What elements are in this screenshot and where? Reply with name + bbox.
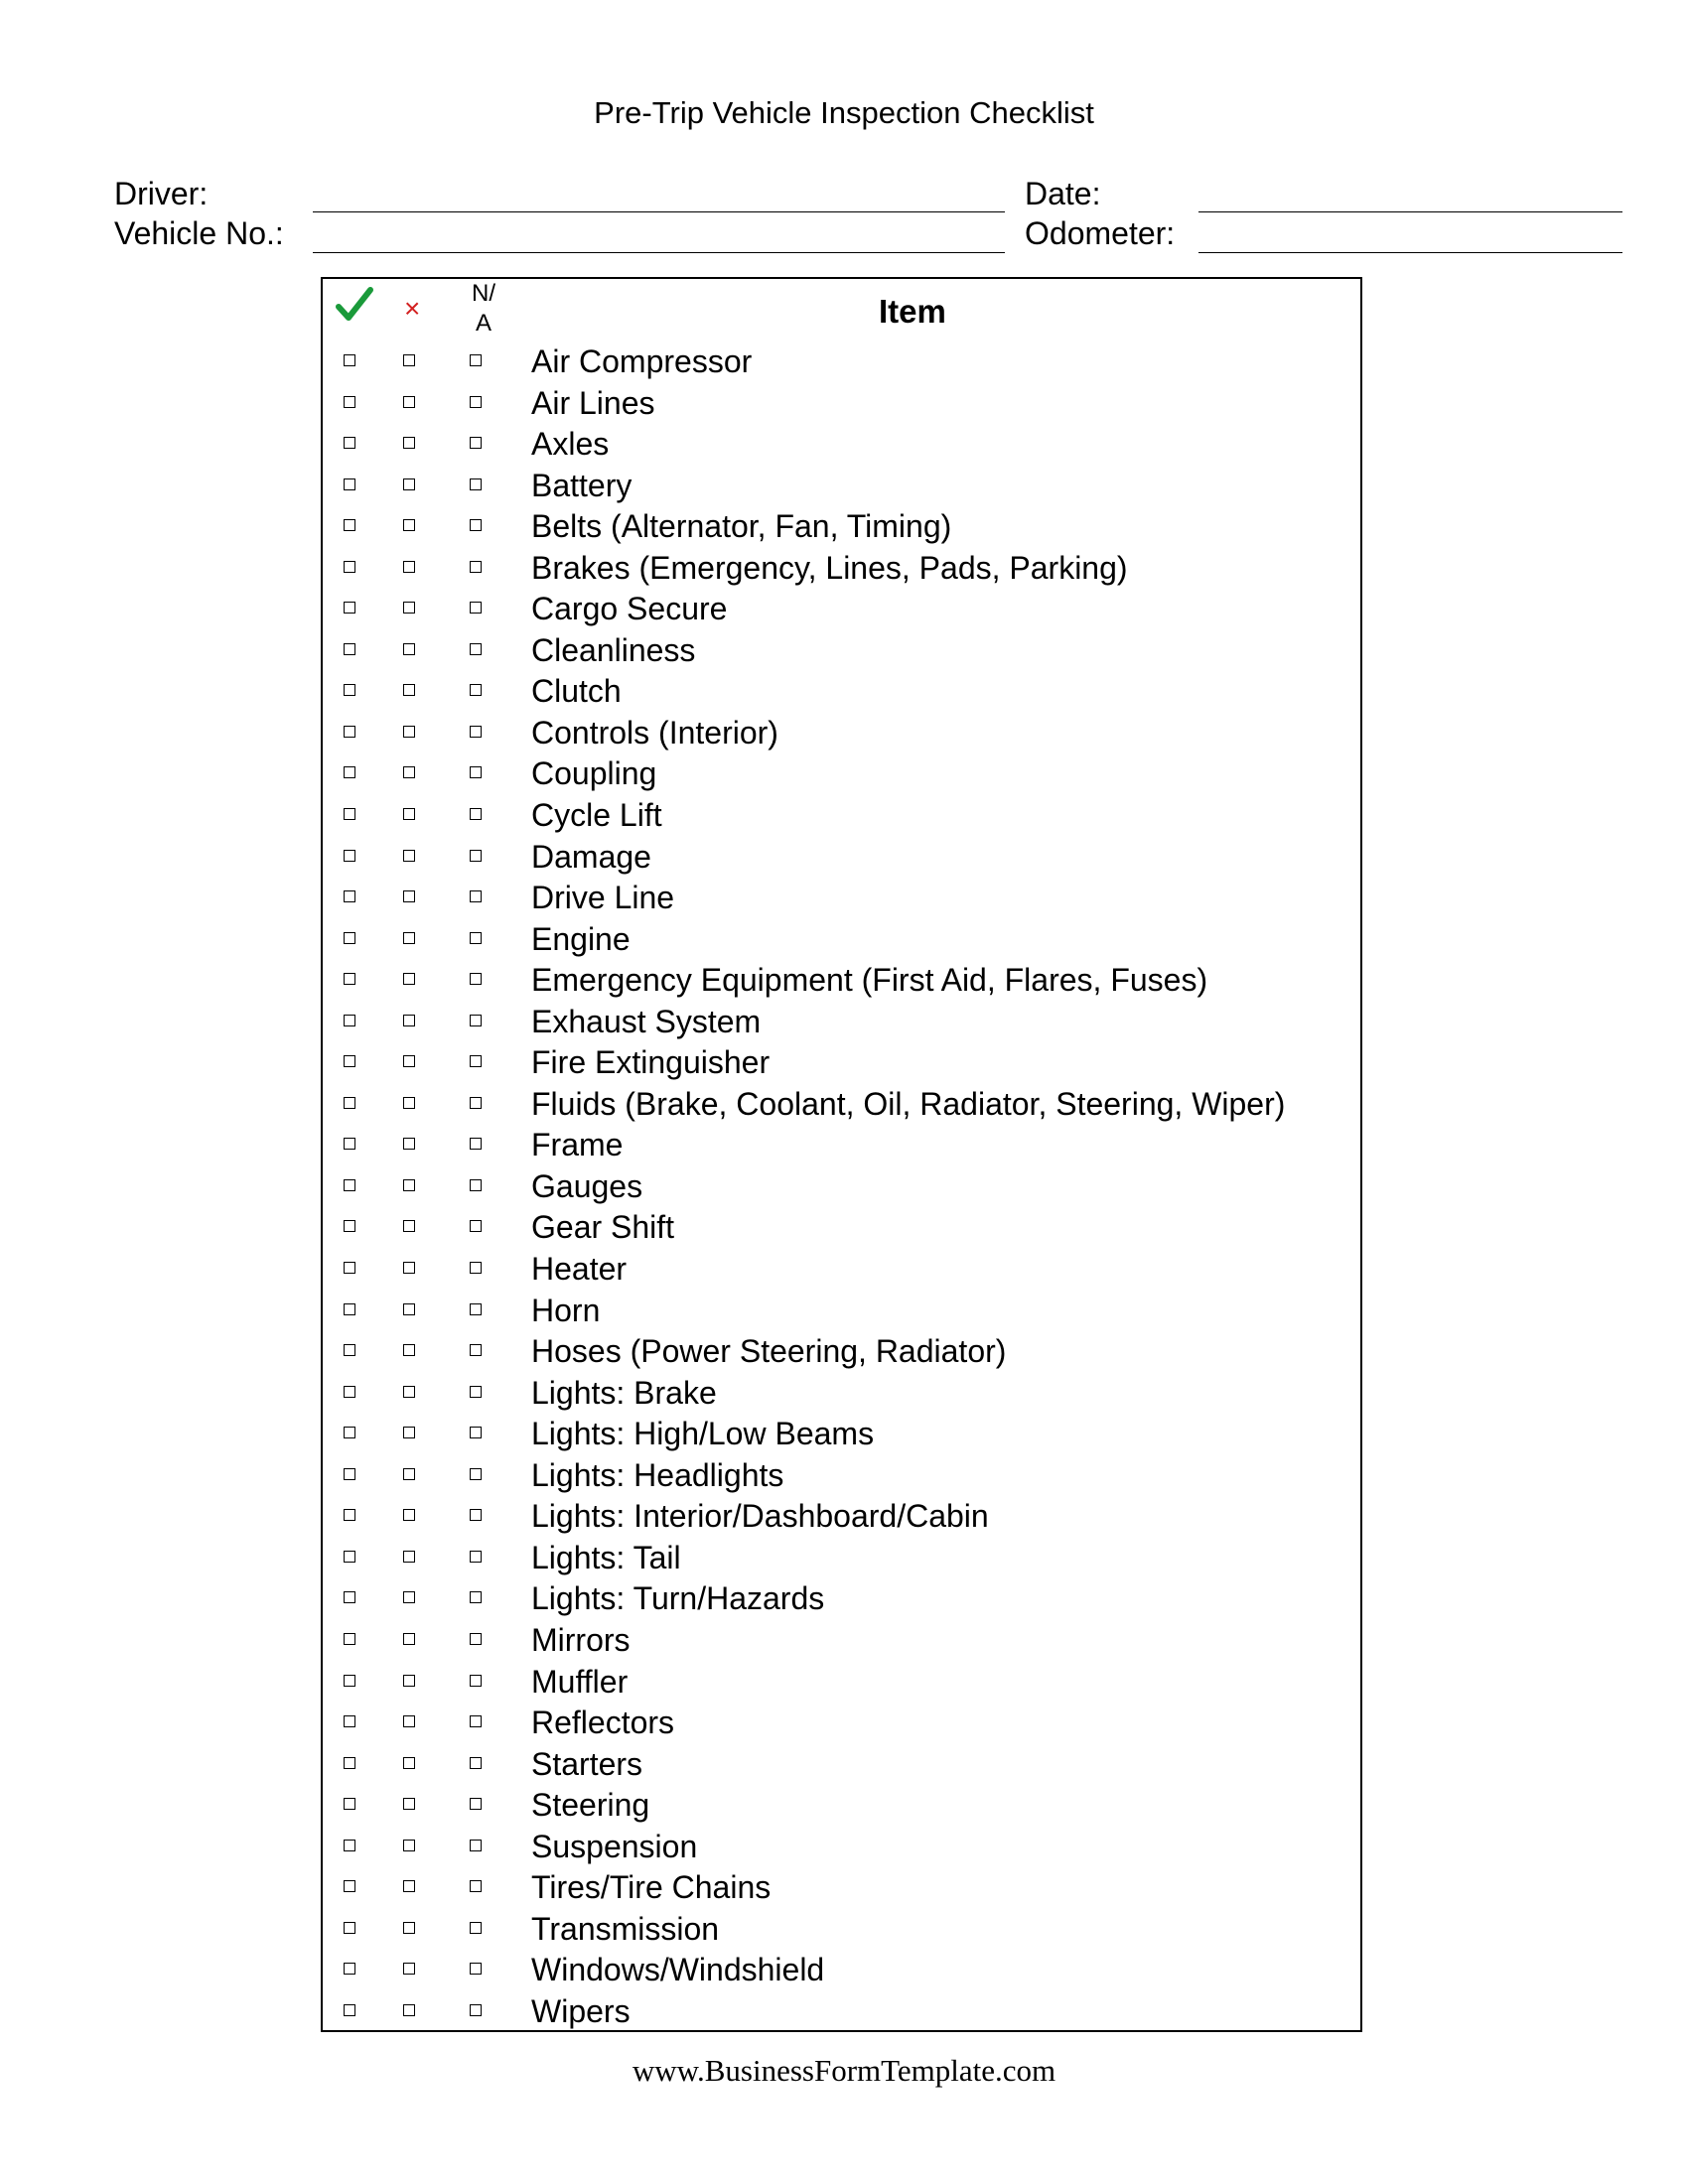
- ok-checkbox[interactable]: [344, 354, 355, 366]
- ok-checkbox[interactable]: [344, 1097, 355, 1109]
- vehicle-number-label: Vehicle No.:: [114, 215, 284, 251]
- ok-checkbox[interactable]: [344, 1427, 355, 1438]
- checklist-row: [323, 877, 1360, 918]
- footer-url: www.BusinessFormTemplate.com: [632, 2053, 1056, 2088]
- odometer-label: Odometer:: [1025, 215, 1176, 251]
- fail-checkbox[interactable]: [403, 1840, 415, 1851]
- checklist-item-label: Lights: Turn/Hazards: [531, 1580, 825, 1617]
- ok-checkbox[interactable]: [344, 1262, 355, 1274]
- checklist-item-label: Battery: [531, 467, 633, 503]
- na-checkbox[interactable]: [470, 1386, 482, 1398]
- checklist-row: [323, 1248, 1360, 1290]
- fail-checkbox[interactable]: [403, 1262, 415, 1274]
- checklist-row: [323, 1290, 1360, 1331]
- vehicle-number-field[interactable]: [313, 252, 1005, 253]
- checklist-item-label: Tires/Tire Chains: [531, 1869, 772, 1906]
- fail-checkbox[interactable]: [403, 643, 415, 655]
- fail-checkbox[interactable]: [403, 1179, 415, 1191]
- checklist-item-label: Transmission: [531, 1910, 720, 1947]
- checklist-item-label: Clutch: [531, 673, 622, 710]
- na-checkbox[interactable]: [470, 437, 482, 449]
- checklist-row: [323, 341, 1360, 382]
- checklist-row: [323, 1784, 1360, 1826]
- ok-checkbox[interactable]: [344, 726, 355, 738]
- checklist-row: [323, 1495, 1360, 1537]
- checklist-item-label: Muffler: [531, 1663, 629, 1700]
- na-checkbox[interactable]: [470, 1551, 482, 1563]
- fail-checkbox[interactable]: [403, 1015, 415, 1026]
- checklist-item-label: Fluids (Brake, Coolant, Oil, Radiator, Steering, Wiper): [531, 1085, 1286, 1122]
- na-checkbox[interactable]: [470, 973, 482, 985]
- form-title: Pre-Trip Vehicle Inspection Checklist: [594, 95, 1094, 130]
- checklist-row: [323, 1826, 1360, 1867]
- fail-checkbox[interactable]: [403, 2004, 415, 2016]
- na-checkbox[interactable]: [470, 1303, 482, 1315]
- checklist-row: [323, 1001, 1360, 1042]
- checklist-row: [323, 1866, 1360, 1908]
- checklist-item-label: Cargo Secure: [531, 591, 728, 627]
- fail-checkbox[interactable]: [403, 478, 415, 490]
- checklist-item-label: Hoses (Power Steering, Radiator): [531, 1333, 1007, 1370]
- checklist-row: [323, 629, 1360, 671]
- checklist-item-label: Drive Line: [531, 880, 675, 916]
- ok-checkbox[interactable]: [344, 602, 355, 614]
- driver-field[interactable]: [313, 211, 1005, 212]
- na-header-line1: N/: [472, 280, 495, 307]
- na-checkbox[interactable]: [470, 354, 482, 366]
- fail-checkbox[interactable]: [403, 973, 415, 985]
- checklist-item-label: Belts (Alternator, Fan, Timing): [531, 508, 952, 545]
- ok-checkbox[interactable]: [344, 1880, 355, 1892]
- fail-checkbox[interactable]: [403, 890, 415, 902]
- fail-checkbox[interactable]: [403, 1591, 415, 1603]
- fail-checkbox[interactable]: [403, 1757, 415, 1769]
- ok-checkbox[interactable]: [344, 808, 355, 820]
- ok-checkbox[interactable]: [344, 643, 355, 655]
- checklist-item-label: Fire Extinguisher: [531, 1044, 771, 1081]
- fail-checkbox[interactable]: [403, 354, 415, 366]
- fail-checkbox[interactable]: [403, 437, 415, 449]
- na-checkbox[interactable]: [470, 1509, 482, 1521]
- fail-checkbox[interactable]: [403, 1922, 415, 1934]
- checklist-row: [323, 752, 1360, 794]
- ok-checkbox[interactable]: [344, 1840, 355, 1851]
- checklist-item-label: Air Lines: [531, 384, 655, 421]
- inspection-checklist: [321, 277, 1362, 2032]
- na-checkbox[interactable]: [470, 1097, 482, 1109]
- na-checkbox[interactable]: [470, 602, 482, 614]
- fail-checkbox[interactable]: [403, 1880, 415, 1892]
- checklist-item-label: Controls (Interior): [531, 714, 778, 751]
- checklist-row: [323, 1372, 1360, 1414]
- na-checkbox[interactable]: [470, 396, 482, 408]
- na-checkbox[interactable]: [470, 478, 482, 490]
- na-checkbox[interactable]: [470, 1840, 482, 1851]
- driver-label: Driver:: [114, 176, 209, 211]
- checklist-row: [323, 1413, 1360, 1454]
- checklist-item-label: Cycle Lift: [531, 797, 662, 834]
- na-checkbox[interactable]: [470, 1220, 482, 1232]
- ok-checkbox[interactable]: [344, 1922, 355, 1934]
- fail-checkbox[interactable]: [403, 396, 415, 408]
- ok-checkbox[interactable]: [344, 1633, 355, 1645]
- item-header: Item: [879, 293, 946, 330]
- fail-checkbox[interactable]: [403, 1427, 415, 1438]
- checklist-row: [323, 382, 1360, 424]
- ok-checkbox[interactable]: [344, 1675, 355, 1687]
- na-checkbox[interactable]: [470, 1757, 482, 1769]
- checklist-item-label: Wipers: [531, 1992, 631, 2029]
- odometer-field[interactable]: [1198, 252, 1622, 253]
- fail-checkbox[interactable]: [403, 602, 415, 614]
- na-checkbox[interactable]: [470, 890, 482, 902]
- checklist-item-label: Steering: [531, 1787, 650, 1824]
- ok-checkbox[interactable]: [344, 1798, 355, 1810]
- checklist-item-label: Emergency Equipment (First Aid, Flares, Fuses): [531, 962, 1208, 999]
- na-checkbox[interactable]: [470, 2004, 482, 2016]
- checklist-row: [323, 1949, 1360, 1990]
- ok-checkbox[interactable]: [344, 1386, 355, 1398]
- checklist-row: [323, 465, 1360, 506]
- check-icon: [335, 285, 376, 325]
- checklist-row: [323, 1537, 1360, 1578]
- checklist-row: [323, 1619, 1360, 1661]
- checklist-row: [323, 712, 1360, 753]
- na-checkbox[interactable]: [470, 684, 482, 696]
- checklist-row: [323, 918, 1360, 960]
- checklist-item-label: Engine: [531, 920, 631, 957]
- na-checkbox[interactable]: [470, 643, 482, 655]
- checklist-item-label: Windows/Windshield: [531, 1952, 825, 1988]
- ok-checkbox[interactable]: [344, 1963, 355, 1975]
- na-checkbox[interactable]: [470, 850, 482, 862]
- checklist-item-label: Cleanliness: [531, 631, 696, 668]
- na-checkbox[interactable]: [470, 1427, 482, 1438]
- checklist-row: [323, 1206, 1360, 1248]
- fail-checkbox[interactable]: [403, 1138, 415, 1150]
- ok-checkbox[interactable]: [344, 1715, 355, 1727]
- checklist-item-label: Reflectors: [531, 1705, 675, 1741]
- na-checkbox[interactable]: [470, 1468, 482, 1480]
- checklist-item-label: Lights: Brake: [531, 1374, 717, 1411]
- na-header-line2: A: [475, 310, 492, 337]
- checklist-item-label: Frame: [531, 1127, 624, 1163]
- ok-checkbox[interactable]: [344, 478, 355, 490]
- checklist-row: [323, 505, 1360, 547]
- checklist-item-label: Lights: Headlights: [531, 1456, 784, 1493]
- na-checkbox[interactable]: [470, 1880, 482, 1892]
- na-checkbox[interactable]: [470, 726, 482, 738]
- na-checkbox[interactable]: [470, 1179, 482, 1191]
- ok-checkbox[interactable]: [344, 1551, 355, 1563]
- checklist-row: [323, 1330, 1360, 1372]
- na-checkbox[interactable]: [470, 1715, 482, 1727]
- checklist-item-label: Gauges: [531, 1167, 643, 1204]
- na-checkbox[interactable]: [470, 1922, 482, 1934]
- fail-checkbox[interactable]: [403, 1963, 415, 1975]
- fail-checkbox[interactable]: [403, 1220, 415, 1232]
- ok-checkbox[interactable]: [344, 1303, 355, 1315]
- checklist-item-label: Starters: [531, 1745, 643, 1782]
- checklist-item-label: Lights: High/Low Beams: [531, 1416, 875, 1452]
- fail-checkbox[interactable]: [403, 684, 415, 696]
- fail-checkbox[interactable]: [403, 1386, 415, 1398]
- na-checkbox[interactable]: [470, 766, 482, 778]
- checklist-row: [323, 1124, 1360, 1165]
- ok-checkbox[interactable]: [344, 1344, 355, 1356]
- na-checkbox[interactable]: [470, 1798, 482, 1810]
- ok-checkbox[interactable]: [344, 684, 355, 696]
- na-header: [462, 279, 505, 339]
- checklist-row: [323, 588, 1360, 629]
- ok-checkbox[interactable]: [344, 850, 355, 862]
- na-checkbox[interactable]: [470, 1138, 482, 1150]
- checklist-item-label: Air Compressor: [531, 343, 753, 379]
- fail-checkbox[interactable]: [403, 1344, 415, 1356]
- checklist-item-label: Brakes (Emergency, Lines, Pads, Parking): [531, 549, 1128, 586]
- checklist-item-label: Axles: [531, 426, 610, 463]
- checklist-row: [323, 1661, 1360, 1703]
- ok-checkbox[interactable]: [344, 519, 355, 531]
- ok-checkbox[interactable]: [344, 766, 355, 778]
- checklist-row: [323, 1454, 1360, 1496]
- na-checkbox[interactable]: [470, 1015, 482, 1026]
- na-checkbox[interactable]: [470, 1633, 482, 1645]
- na-checkbox[interactable]: [470, 561, 482, 573]
- checklist-item-label: Damage: [531, 838, 651, 875]
- checklist-row: [323, 547, 1360, 589]
- fail-checkbox[interactable]: [403, 1798, 415, 1810]
- ok-checkbox[interactable]: [344, 932, 355, 944]
- fail-checkbox[interactable]: [403, 1675, 415, 1687]
- na-checkbox[interactable]: [470, 1675, 482, 1687]
- fail-checkbox[interactable]: [403, 1633, 415, 1645]
- date-label: Date:: [1025, 176, 1101, 211]
- checklist-row: [323, 1990, 1360, 2032]
- ok-checkbox[interactable]: [344, 396, 355, 408]
- fail-checkbox[interactable]: [403, 1097, 415, 1109]
- fail-checkbox[interactable]: [403, 1468, 415, 1480]
- checklist-item-label: Horn: [531, 1292, 601, 1328]
- checklist-row: [323, 1041, 1360, 1083]
- na-checkbox[interactable]: [470, 1262, 482, 1274]
- fail-icon: ×: [404, 293, 421, 324]
- checklist-row: [323, 836, 1360, 878]
- checklist-row: [323, 1743, 1360, 1785]
- ok-checkbox[interactable]: [344, 1509, 355, 1521]
- ok-checkbox[interactable]: [344, 890, 355, 902]
- checklist-row: [323, 670, 1360, 712]
- checklist-item-label: Lights: Tail: [531, 1539, 681, 1575]
- na-checkbox[interactable]: [470, 1591, 482, 1603]
- na-checkbox[interactable]: [470, 1963, 482, 1975]
- checklist-row: [323, 423, 1360, 465]
- checklist-item-label: Exhaust System: [531, 1003, 762, 1039]
- checklist-item-label: Gear Shift: [531, 1209, 675, 1246]
- checklist-row: [323, 1165, 1360, 1207]
- fail-checkbox[interactable]: [403, 561, 415, 573]
- fail-checkbox[interactable]: [403, 766, 415, 778]
- ok-checkbox[interactable]: [344, 1179, 355, 1191]
- fail-checkbox[interactable]: [403, 1055, 415, 1067]
- na-checkbox[interactable]: [470, 1344, 482, 1356]
- ok-checkbox[interactable]: [344, 561, 355, 573]
- checklist-rows: [323, 341, 1360, 2031]
- ok-checkbox[interactable]: [344, 1055, 355, 1067]
- checklist-item-label: Suspension: [531, 1828, 698, 1864]
- fail-checkbox[interactable]: [403, 1509, 415, 1521]
- ok-checkbox[interactable]: [344, 1015, 355, 1026]
- date-field[interactable]: [1198, 211, 1622, 212]
- fail-checkbox[interactable]: [403, 519, 415, 531]
- ok-checkbox[interactable]: [344, 1468, 355, 1480]
- ok-checkbox[interactable]: [344, 973, 355, 985]
- checklist-row: [323, 794, 1360, 836]
- fail-checkbox[interactable]: [403, 1551, 415, 1563]
- checklist-row: [323, 959, 1360, 1001]
- fail-checkbox[interactable]: [403, 808, 415, 820]
- ok-checkbox[interactable]: [344, 437, 355, 449]
- fail-checkbox[interactable]: [403, 1715, 415, 1727]
- checklist-row: [323, 1702, 1360, 1743]
- fail-checkbox[interactable]: [403, 726, 415, 738]
- na-checkbox[interactable]: [470, 1055, 482, 1067]
- na-checkbox[interactable]: [470, 808, 482, 820]
- ok-checkbox[interactable]: [344, 1591, 355, 1603]
- ok-checkbox[interactable]: [344, 2004, 355, 2016]
- checklist-item-label: Heater: [531, 1251, 628, 1288]
- fail-checkbox[interactable]: [403, 850, 415, 862]
- checklist-item-label: Lights: Interior/Dashboard/Cabin: [531, 1498, 989, 1535]
- checklist-row: [323, 1577, 1360, 1619]
- checklist-row: [323, 1083, 1360, 1125]
- fail-checkbox[interactable]: [403, 1303, 415, 1315]
- checklist-item-label: Mirrors: [531, 1621, 631, 1658]
- ok-checkbox[interactable]: [344, 1220, 355, 1232]
- ok-checkbox[interactable]: [344, 1138, 355, 1150]
- fail-checkbox[interactable]: [403, 932, 415, 944]
- na-checkbox[interactable]: [470, 519, 482, 531]
- checklist-item-label: Coupling: [531, 755, 657, 792]
- na-checkbox[interactable]: [470, 932, 482, 944]
- checklist-row: [323, 1908, 1360, 1950]
- ok-checkbox[interactable]: [344, 1757, 355, 1769]
